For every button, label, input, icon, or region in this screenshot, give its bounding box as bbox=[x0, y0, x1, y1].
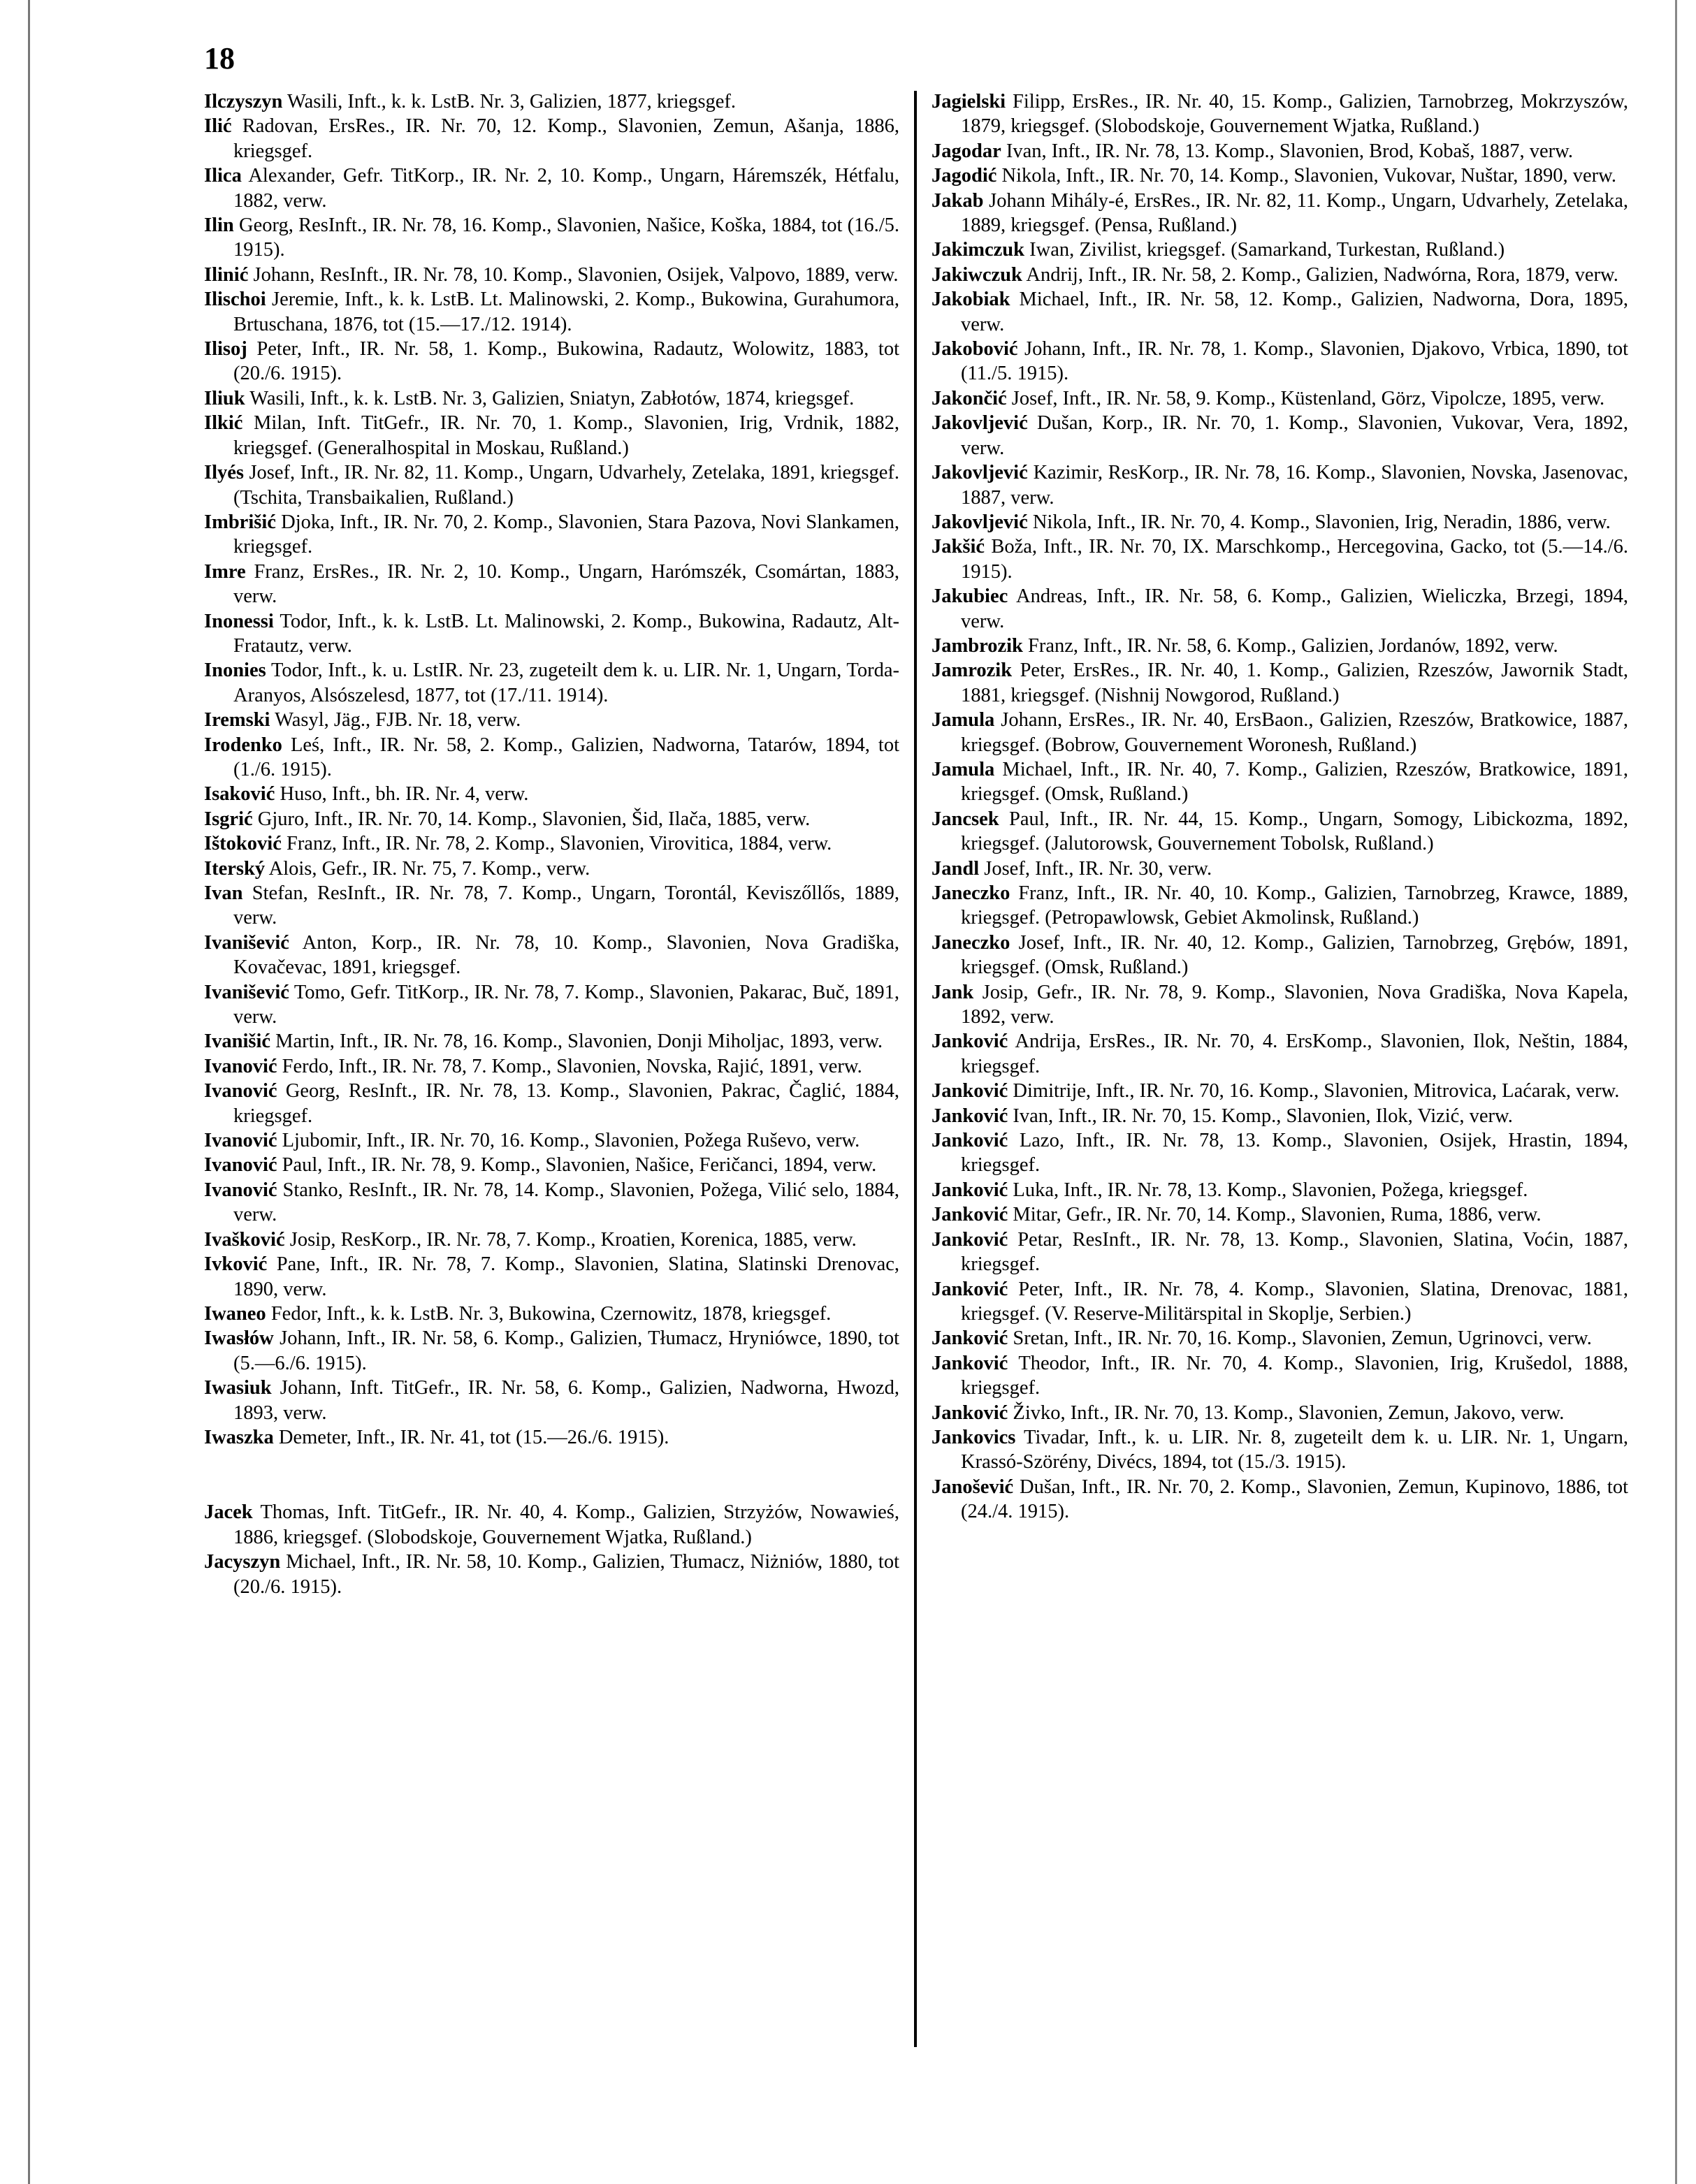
entry-surname: Jakončić bbox=[932, 387, 1007, 409]
entry-surname: Janković bbox=[932, 1352, 1008, 1374]
entry-details: Theodor, Inft., IR. Nr. 70, 4. Komp., Slavonien, Irig, Krušedol, 1888, kriegsgef. bbox=[961, 1352, 1628, 1399]
entry-surname: Ivanović bbox=[204, 1080, 277, 1102]
register-entry bbox=[204, 1425, 899, 1450]
register-entry bbox=[932, 1178, 1628, 1202]
entry-surname: Ilisoj bbox=[204, 338, 247, 361]
column-divider bbox=[914, 91, 917, 2047]
entry-surname: Ivanišić bbox=[204, 1031, 271, 1053]
entry-details: Dušan, Korp., IR. Nr. 70, 1. Komp., Slavonien, Vukovar, Vera, 1892, verw. bbox=[961, 412, 1628, 459]
entry-surname: Isgrić bbox=[204, 808, 253, 830]
register-entry bbox=[204, 1153, 899, 1177]
register-entry bbox=[204, 1228, 899, 1252]
entry-surname: Inonies bbox=[204, 660, 266, 682]
entry-surname: Jakiwczuk bbox=[932, 263, 1022, 286]
left-column bbox=[204, 89, 899, 1599]
entry-surname: Jakovljević bbox=[932, 511, 1028, 533]
entry-surname: Jamula bbox=[932, 709, 995, 731]
entry-surname: Jancsek bbox=[932, 808, 999, 830]
entry-details: Gjuro, Inft., IR. Nr. 70, 14. Komp., Slavonien, Šid, Ilača, 1885, verw. bbox=[257, 808, 811, 830]
entry-surname: Ilin bbox=[204, 214, 234, 237]
entry-surname: Ivković bbox=[204, 1253, 268, 1276]
entry-details: Wasili, Inft., k. k. LstB. Nr. 3, Galizien, 1877, kriegsgef. bbox=[287, 91, 737, 112]
register-entry bbox=[932, 238, 1628, 262]
entry-surname: Jakovljević bbox=[932, 462, 1028, 484]
entry-details: Andrij, Inft., IR. Nr. 58, 2. Komp., Galizien, Nadwórna, Rora, 1879, verw. bbox=[1026, 263, 1618, 286]
entry-details: Michael, Inft., IR. Nr. 58, 12. Komp., Galizien, Nadworna, Dora, 1895, verw. bbox=[961, 289, 1628, 335]
entry-details: Petar, ResInft., IR. Nr. 78, 13. Komp., Slavonien, Slatina, Voćin, 1887, kriegsgef. bbox=[961, 1228, 1629, 1276]
entry-details: Huso, Inft., bh. IR. Nr. 4, verw. bbox=[280, 783, 529, 806]
entry-surname: Irodenko bbox=[204, 734, 282, 756]
entry-surname: Jakobović bbox=[932, 338, 1018, 361]
register-entry bbox=[932, 460, 1628, 510]
entry-surname: Iwasiuk bbox=[204, 1377, 272, 1399]
register-entry bbox=[932, 931, 1628, 980]
entry-details: Georg, ResInft., IR. Nr. 78, 13. Komp., Slavonien, Pakrac, Čaglić, 1884, kriegsgef. bbox=[233, 1080, 899, 1127]
register-entry bbox=[932, 534, 1628, 584]
entry-details: Tivadar, Inft., k. u. LIR. Nr. 8, zugeteilt dem k. u. LIR. Nr. 1, Ungarn, Krassó-Szörény, Divécs, 1894, tot (15./3. 1915). bbox=[961, 1426, 1628, 1473]
entry-details: Paul, Inft., IR. Nr. 44, 15. Komp., Ungarn, Somogy, Libickozma, 1892, kriegsgef. (Jalutorowsk, Gouvernement Tobolsk, Rußland.) bbox=[961, 808, 1628, 855]
entry-surname: Ivanović bbox=[204, 1130, 277, 1152]
register-entry bbox=[204, 287, 899, 337]
register-entry bbox=[932, 189, 1628, 238]
entry-surname: Jandl bbox=[932, 857, 980, 880]
register-entry bbox=[204, 114, 899, 163]
entry-details: Johann, ErsRes., IR. Nr. 40, ErsBaon., Galizien, Rzeszów, Bratkowice, 1887, kriegsgef. (Bobrow, Gouvernement Woronesh, Rußland.) bbox=[961, 709, 1628, 756]
register-entry bbox=[932, 634, 1628, 658]
entry-surname: Ištoković bbox=[204, 833, 282, 855]
register-entry bbox=[204, 980, 899, 1030]
register-entry bbox=[204, 1079, 899, 1128]
entry-surname: Jank bbox=[932, 981, 974, 1003]
register-entry bbox=[932, 139, 1628, 163]
register-entry bbox=[204, 658, 899, 708]
entry-details: Peter, Inft., IR. Nr. 58, 1. Komp., Bukowina, Radautz, Wolowitz, 1883, tot (20./6. 1915). bbox=[233, 338, 900, 385]
register-entry bbox=[204, 460, 899, 510]
entry-surname: Jacek bbox=[204, 1501, 253, 1524]
left-column-entries bbox=[204, 89, 899, 1450]
entry-details: Ljubomir, Inft., IR. Nr. 70, 16. Komp., Slavonien, Požega Ruševo, verw. bbox=[282, 1130, 860, 1152]
register-entry bbox=[932, 708, 1628, 757]
right-column bbox=[932, 89, 1628, 1524]
left-column-entries-after-gap bbox=[204, 1500, 899, 1599]
entry-details: Lazo, Inft., IR. Nr. 78, 13. Komp., Slavonien, Osijek, Hrastin, 1894, kriegsgef. bbox=[961, 1130, 1629, 1177]
register-entry bbox=[932, 1351, 1628, 1401]
entry-surname: Iwaszka bbox=[204, 1426, 274, 1448]
entry-surname: Ivanišević bbox=[204, 931, 289, 954]
register-entry bbox=[204, 89, 899, 114]
entry-surname: Jakimczuk bbox=[932, 239, 1025, 261]
register-entry bbox=[204, 1326, 899, 1376]
entry-surname: Janković bbox=[932, 1105, 1008, 1127]
entry-details: Josef, Inft., IR. Nr. 40, 12. Komp., Galizien, Tarnobrzeg, Grębów, 1891, kriegsgef. (Omsk, Rußland.) bbox=[961, 931, 1629, 979]
register-entry bbox=[204, 213, 899, 263]
register-entry bbox=[932, 881, 1628, 931]
entry-details: Andrija, ErsRes., IR. Nr. 70, 4. ErsKomp., Slavonien, Ilok, Neštin, 1884, kriegsgef. bbox=[961, 1031, 1628, 1077]
register-entry bbox=[932, 1475, 1628, 1524]
entry-details: Leś, Inft., IR. Nr. 58, 2. Komp., Galizien, Nadworna, Tatarów, 1894, tot (1./6. 1915). bbox=[233, 734, 900, 780]
register-entry bbox=[204, 411, 899, 460]
entry-details: Franz, ErsRes., IR. Nr. 2, 10. Komp., Ungarn, Harómszék, Csomártan, 1883, verw. bbox=[233, 560, 899, 608]
entry-surname: Inonessi bbox=[204, 610, 274, 632]
entry-surname: Jacyszyn bbox=[204, 1551, 281, 1573]
register-entry bbox=[932, 1128, 1628, 1178]
register-entry bbox=[932, 1228, 1628, 1277]
register-entry bbox=[932, 980, 1628, 1030]
entry-surname: Ivanišević bbox=[204, 981, 289, 1003]
register-entry bbox=[204, 733, 899, 782]
entry-details: Michael, Inft., IR. Nr. 40, 7. Komp., Galizien, Rzeszów, Bratkowice, 1891, kriegsgef. (Omsk, Rußland.) bbox=[961, 758, 1628, 806]
entry-surname: Janković bbox=[932, 1327, 1008, 1350]
entry-details: Iwan, Zivilist, kriegsgef. (Samarkand, Turkestan, Rußland.) bbox=[1029, 239, 1505, 261]
register-entry bbox=[932, 658, 1628, 708]
register-entry bbox=[204, 1029, 899, 1054]
entry-surname: Jamrozik bbox=[932, 660, 1013, 682]
entry-surname: Jamula bbox=[932, 758, 995, 780]
register-entry bbox=[204, 1178, 899, 1228]
entry-surname: Janković bbox=[932, 1278, 1008, 1300]
entry-details: Todor, Inft., k. k. LstB. Lt. Malinowski, 2. Komp., Bukowina, Radautz, Alt-Fratautz, verw. bbox=[233, 610, 899, 657]
entry-surname: Jakab bbox=[932, 189, 984, 212]
register-entry bbox=[204, 337, 899, 386]
register-entry bbox=[932, 1079, 1628, 1103]
entry-surname: Ivan bbox=[204, 882, 243, 904]
entry-surname: Janković bbox=[932, 1080, 1008, 1102]
entry-details: Josef, Inft., IR. Nr. 58, 9. Komp., Küstenland, Görz, Vipolcze, 1895, verw. bbox=[1011, 387, 1605, 409]
entry-details: Thomas, Inft. TitGefr., IR. Nr. 40, 4. Komp., Galizien, Strzyżów, Nowawieś, 1886, kriegsgef. (Slobodskoje, Gouvernement Wjatka, Rußland.) bbox=[233, 1501, 899, 1548]
entry-surname: Jakobiak bbox=[932, 289, 1010, 311]
entry-details: Johann, Inft. TitGefr., IR. Nr. 58, 6. Komp., Galizien, Nadworna, Hwozd, 1893, verw. bbox=[233, 1377, 900, 1424]
entry-details: Johann, Inft., IR. Nr. 58, 6. Komp., Galizien, Tłumacz, Hryniówce, 1890, tot (5.—6./6. 1915). bbox=[233, 1327, 899, 1374]
register-entry bbox=[204, 386, 899, 411]
register-entry bbox=[932, 857, 1628, 881]
entry-details: Johann Mihály-é, ErsRes., IR. Nr. 82, 11. Komp., Ungarn, Udvarhely, Zetelaka, 1889, kriegsgef. (Pensa, Rußland.) bbox=[961, 189, 1628, 237]
entry-details: Pane, Inft., IR. Nr. 78, 7. Komp., Slavonien, Slatina, Slatinski Drenovac, 1890, verw. bbox=[233, 1253, 900, 1300]
entry-details: Tomo, Gefr. TitKorp., IR. Nr. 78, 7. Komp., Slavonien, Pakarac, Buč, 1891, verw. bbox=[233, 981, 899, 1028]
register-entry bbox=[204, 708, 899, 732]
entry-details: Josef, Inft., IR. Nr. 82, 11. Komp., Ungarn, Udvarhely, Zetelaka, 1891, kriegsgef. (Tschita, Transbaikalien, Rußland.) bbox=[233, 462, 900, 509]
entry-surname: Janković bbox=[932, 1179, 1008, 1201]
entry-surname: Isaković bbox=[204, 783, 275, 806]
register-entry bbox=[204, 782, 899, 806]
register-entry bbox=[204, 1128, 899, 1153]
entry-surname: Ivanović bbox=[204, 1179, 277, 1201]
register-entry bbox=[204, 163, 899, 213]
register-entry bbox=[204, 1500, 899, 1550]
entry-details: Fedor, Inft., k. k. LstB. Nr. 3, Bukowina, Czernowitz, 1878, kriegsgef. bbox=[270, 1302, 832, 1325]
entry-surname: Ilkić bbox=[204, 412, 243, 435]
register-entry bbox=[204, 263, 899, 287]
entry-surname: Janošević bbox=[932, 1476, 1014, 1498]
entry-surname: Jagodar bbox=[932, 140, 1001, 162]
entry-surname: Iremski bbox=[204, 709, 270, 731]
register-entry bbox=[932, 89, 1628, 139]
entry-details: Radovan, ErsRes., IR. Nr. 70, 12. Komp., Slavonien, Zemun, Ašanja, 1886, kriegsgef. bbox=[233, 115, 899, 162]
register-entry bbox=[932, 757, 1628, 807]
entry-details: Filipp, ErsRes., IR. Nr. 40, 15. Komp., Galizien, Tarnobrzeg, Mokrzyszów, 1879, kriegsgef. (Slobodskoje, Gouvernement Wjatka, Rußland.) bbox=[961, 91, 1629, 138]
entry-surname: Iliuk bbox=[204, 387, 245, 409]
register-entry bbox=[932, 1202, 1628, 1227]
entry-surname: Jagielski bbox=[932, 91, 1006, 112]
register-entry bbox=[932, 807, 1628, 857]
entry-surname: Iterský bbox=[204, 857, 266, 880]
register-entry bbox=[204, 510, 899, 560]
entry-details: Mitar, Gefr., IR. Nr. 70, 14. Komp., Slavonien, Ruma, 1886, verw. bbox=[1013, 1204, 1542, 1226]
entry-details: Wasili, Inft., k. k. LstB. Nr. 3, Galizien, Sniatyn, Zabłotów, 1874, kriegsgef. bbox=[249, 387, 855, 409]
entry-details: Johann, ResInft., IR. Nr. 78, 10. Komp., Slavonien, Osijek, Valpovo, 1889, verw. bbox=[253, 263, 899, 286]
entry-details: Peter, ErsRes., IR. Nr. 40, 1. Komp., Galizien, Rzeszów, Jawornik Stadt, 1881, kriegsgef. (Nishnij Nowgorod, Rußland.) bbox=[961, 660, 1628, 706]
register-entry bbox=[932, 411, 1628, 460]
entry-details: Andreas, Inft., IR. Nr. 58, 6. Komp., Galizien, Wieliczka, Brzegi, 1894, verw. bbox=[961, 585, 1628, 632]
register-entry bbox=[204, 857, 899, 881]
entry-details: Demeter, Inft., IR. Nr. 41, tot (15.—26./6. 1915). bbox=[278, 1426, 669, 1448]
register-entry bbox=[932, 1326, 1628, 1351]
section-gap bbox=[204, 1450, 899, 1500]
register-entry bbox=[204, 881, 899, 931]
entry-details: Ivan, Inft., IR. Nr. 70, 15. Komp., Slavonien, Ilok, Vizić, verw. bbox=[1013, 1105, 1513, 1127]
entry-details: Josef, Inft., IR. Nr. 30, verw. bbox=[984, 857, 1212, 880]
register-entry bbox=[204, 1252, 899, 1302]
entry-details: Nikola, Inft., IR. Nr. 70, 4. Komp., Slavonien, Irig, Neradin, 1886, verw. bbox=[1032, 511, 1611, 533]
entry-details: Ivan, Inft., IR. Nr. 78, 13. Komp., Slavonien, Brod, Kobaš, 1887, verw. bbox=[1006, 140, 1573, 162]
register-entry bbox=[932, 287, 1628, 337]
register-entry bbox=[204, 1550, 899, 1599]
entry-details: Dušan, Inft., IR. Nr. 70, 2. Komp., Slavonien, Zemun, Kupinovo, 1886, tot (24./4. 1915). bbox=[961, 1476, 1628, 1523]
register-entry bbox=[932, 263, 1628, 287]
entry-surname: Ilischoi bbox=[204, 289, 266, 311]
right-column-entries bbox=[932, 89, 1628, 1524]
entry-details: Stefan, ResInft., IR. Nr. 78, 7. Komp., Ungarn, Torontál, Keviszőllős, 1889, verw. bbox=[233, 882, 899, 929]
entry-surname: Ivanović bbox=[204, 1154, 277, 1177]
register-entry bbox=[204, 807, 899, 831]
entry-surname: Ilić bbox=[204, 115, 232, 138]
entry-details: Anton, Korp., IR. Nr. 78, 10. Komp., Slavonien, Nova Gradiška, Kovačevac, 1891, kriegsgef. bbox=[233, 931, 899, 979]
entry-details: Josip, Gefr., IR. Nr. 78, 9. Komp., Slavonien, Nova Gradiška, Nova Kapela, 1892, verw. bbox=[961, 981, 1629, 1028]
register-entry bbox=[932, 510, 1628, 534]
entry-surname: Iwasłów bbox=[204, 1327, 274, 1350]
entry-details: Živko, Inft., IR. Nr. 70, 13. Komp., Slavonien, Zemun, Jakovo, verw. bbox=[1013, 1402, 1565, 1424]
entry-details: Sretan, Inft., IR. Nr. 70, 16. Komp., Slavonien, Zemun, Ugrinovci, verw. bbox=[1013, 1327, 1592, 1350]
entry-details: Franz, Inft., IR. Nr. 78, 2. Komp., Slavonien, Virovitica, 1884, verw. bbox=[286, 833, 832, 855]
entry-details: Wasyl, Jäg., FJB. Nr. 18, verw. bbox=[275, 709, 521, 731]
entry-surname: Imre bbox=[204, 560, 246, 583]
entry-surname: Iwaneo bbox=[204, 1302, 266, 1325]
entry-details: Nikola, Inft., IR. Nr. 70, 14. Komp., Slavonien, Vukovar, Nuštar, 1890, verw. bbox=[1001, 165, 1616, 187]
entry-details: Alexander, Gefr. TitKorp., IR. Nr. 2, 10. Komp., Ungarn, Háremszék, Hétfalu, 1882, verw. bbox=[233, 165, 899, 212]
entry-surname: Ilyés bbox=[204, 462, 244, 484]
entry-surname: Janković bbox=[932, 1031, 1008, 1053]
entry-surname: Imbrišić bbox=[204, 511, 276, 533]
register-entry bbox=[932, 337, 1628, 386]
register-entry bbox=[932, 1401, 1628, 1425]
register-entry bbox=[932, 1029, 1628, 1079]
entry-details: Ferdo, Inft., IR. Nr. 78, 7. Komp., Slavonien, Novska, Rajić, 1891, verw. bbox=[282, 1055, 862, 1077]
entry-surname: Ilinić bbox=[204, 263, 249, 286]
entry-details: Milan, Inft. TitGefr., IR. Nr. 70, 1. Komp., Slavonien, Irig, Vrdnik, 1882, kriegsgef. (Generalhospital in Moskau, Rußland.) bbox=[233, 412, 899, 459]
entry-details: Stanko, ResInft., IR. Nr. 78, 14. Komp., Slavonien, Požega, Vilić selo, 1884, verw. bbox=[233, 1179, 899, 1226]
entry-surname: Jakšić bbox=[932, 536, 985, 558]
page-number: 18 bbox=[204, 41, 235, 75]
entry-details: Johann, Inft., IR. Nr. 78, 1. Komp., Slavonien, Djakovo, Vrbica, 1890, tot (11./5. 1915). bbox=[961, 338, 1628, 385]
entry-details: Peter, Inft., IR. Nr. 78, 4. Komp., Slavonien, Slatina, Drenovac, 1881, kriegsgef. (V. Reserve-Militärspital in Skoplje, Serbien.) bbox=[961, 1278, 1628, 1325]
entry-surname: Jakovljević bbox=[932, 412, 1028, 435]
entry-details: Kazimir, ResKorp., IR. Nr. 78, 16. Komp., Slavonien, Novska, Jasenovac, 1887, verw. bbox=[961, 462, 1628, 509]
entry-surname: Ivašković bbox=[204, 1228, 285, 1251]
entry-surname: Ilica bbox=[204, 165, 242, 187]
entry-surname: Janković bbox=[932, 1402, 1008, 1424]
register-entry bbox=[932, 163, 1628, 188]
register-entry bbox=[204, 831, 899, 856]
register-entry bbox=[204, 1376, 899, 1425]
register-entry bbox=[204, 560, 899, 609]
entry-details: Alois, Gefr., IR. Nr. 75, 7. Komp., verw. bbox=[268, 857, 590, 880]
entry-details: Josip, ResKorp., IR. Nr. 78, 7. Komp., Kroatien, Korenica, 1885, verw. bbox=[289, 1228, 857, 1251]
entry-details: Todor, Inft., k. u. LstIR. Nr. 23, zugeteilt dem k. u. LIR. Nr. 1, Ungarn, Torda-Aranyos, Alsószelesd, 1877, tot (17./11. 1914). bbox=[233, 660, 899, 706]
entry-surname: Janeczko bbox=[932, 931, 1010, 954]
register-entry bbox=[204, 1054, 899, 1079]
register-entry bbox=[204, 1302, 899, 1326]
entry-details: Boža, Inft., IR. Nr. 70, IX. Marschkomp., Hercegovina, Gacko, tot (5.—14./6. 1915). bbox=[961, 536, 1628, 583]
register-entry bbox=[932, 1425, 1628, 1475]
entry-details: Dimitrije, Inft., IR. Nr. 70, 16. Komp., Slavonien, Mitrovica, Laćarak, verw. bbox=[1013, 1080, 1620, 1102]
entry-surname: Jankovics bbox=[932, 1426, 1016, 1448]
register-entry bbox=[932, 1277, 1628, 1327]
entry-surname: Jagodić bbox=[932, 165, 997, 187]
entry-details: Franz, Inft., IR. Nr. 58, 6. Komp., Galizien, Jordanów, 1892, verw. bbox=[1028, 634, 1558, 657]
entry-surname: Janeczko bbox=[932, 882, 1010, 904]
entry-details: Martin, Inft., IR. Nr. 78, 16. Komp., Slavonien, Donji Miholjac, 1893, verw. bbox=[275, 1031, 883, 1053]
register-entry bbox=[932, 386, 1628, 411]
entry-surname: Jambrozik bbox=[932, 634, 1023, 657]
register-entry bbox=[932, 584, 1628, 634]
entry-details: Luka, Inft., IR. Nr. 78, 13. Komp., Slavonien, Požega, kriegsgef. bbox=[1013, 1179, 1528, 1201]
entry-surname: Jakubiec bbox=[932, 585, 1008, 608]
entry-surname: Ilczyszyn bbox=[204, 91, 283, 112]
entry-details: Franz, Inft., IR. Nr. 40, 10. Komp., Galizien, Tarnobrzeg, Krawce, 1889, kriegsgef. (Petropawlowsk, Gebiet Akmolinsk, Rußland.) bbox=[961, 882, 1629, 929]
entry-surname: Janković bbox=[932, 1228, 1008, 1251]
entry-details: Michael, Inft., IR. Nr. 58, 10. Komp., Galizien, Tłumacz, Niżniów, 1880, tot (20./6. 1915). bbox=[233, 1551, 899, 1598]
entry-details: Jeremie, Inft., k. k. LstB. Lt. Malinowski, 2. Komp., Bukowina, Gurahumora, Brtuschana, 1876, tot (15.—17./12. 1914). bbox=[233, 289, 900, 335]
entry-surname: Janković bbox=[932, 1130, 1008, 1152]
register-entry bbox=[932, 1104, 1628, 1128]
entry-details: Djoka, Inft., IR. Nr. 70, 2. Komp., Slavonien, Stara Pazova, Novi Slankamen, kriegsgef. bbox=[233, 511, 900, 558]
entry-surname: Janković bbox=[932, 1204, 1008, 1226]
register-entry bbox=[204, 931, 899, 980]
entry-surname: Ivanović bbox=[204, 1055, 277, 1077]
entry-details: Georg, ResInft., IR. Nr. 78, 16. Komp., Slavonien, Našice, Koška, 1884, tot (16./5. 1915). bbox=[233, 214, 900, 261]
register-entry bbox=[204, 609, 899, 659]
entry-details: Paul, Inft., IR. Nr. 78, 9. Komp., Slavonien, Našice, Feričanci, 1894, verw. bbox=[282, 1154, 877, 1177]
